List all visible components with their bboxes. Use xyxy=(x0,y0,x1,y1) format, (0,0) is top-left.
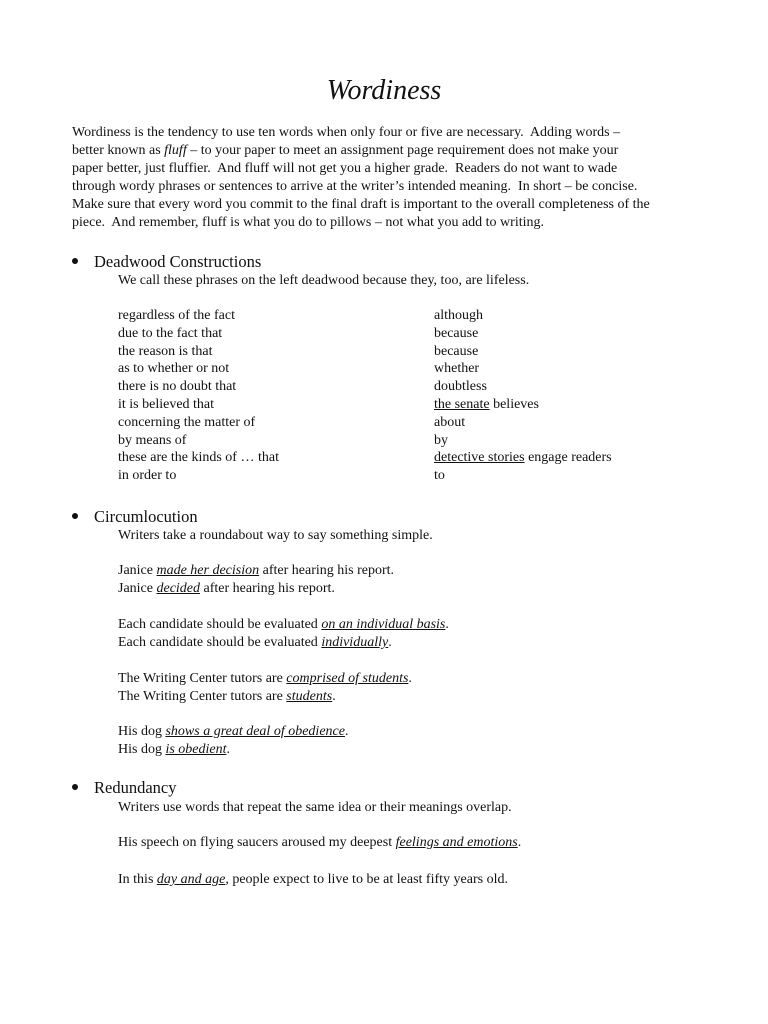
example-sentence xyxy=(118,723,348,741)
example-highlight: day and age xyxy=(156,872,226,887)
section-description: We call these phrases on the left deadwood because they, too, are lifeless. xyxy=(118,273,530,288)
intro-line xyxy=(72,196,702,214)
section-heading-text: Deadwood Constructions xyxy=(94,252,262,271)
table-row xyxy=(118,432,678,450)
example-highlight: comprised of students xyxy=(286,671,409,686)
example-highlight: on an individual basis xyxy=(321,617,446,632)
wordy-phrase: it is believed that xyxy=(118,396,215,412)
table-row xyxy=(118,467,678,485)
intro-emphasis: fluff xyxy=(164,143,187,158)
concise-replacement: although xyxy=(434,308,483,323)
example-text: . xyxy=(332,689,336,704)
concise-rest: believes xyxy=(489,396,539,412)
wordy-phrase: due to the fact that xyxy=(118,325,223,341)
section-heading-redundancy xyxy=(72,778,176,798)
example-text: Each candidate should be evaluated xyxy=(118,635,322,650)
concise-replacement: doubtless xyxy=(434,379,487,395)
intro-text: piece. And remember, fluff is what you do to pillows – not what you add to writing. xyxy=(72,215,544,230)
page-title: Wordiness xyxy=(326,75,442,106)
intro-text: Make sure that every word you commit to the final draft is important to the overall completeness of the xyxy=(72,197,650,212)
intro-line xyxy=(72,214,702,232)
example-text: after hearing his report. xyxy=(200,581,335,596)
wordy-phrase: as to whether or not xyxy=(118,361,230,377)
example-text: , people expect to live to be at least fifty years old. xyxy=(225,872,508,887)
wordy-phrase: concerning the matter of xyxy=(118,414,256,430)
concise-rest: engage readers xyxy=(524,450,612,466)
example-text: . xyxy=(517,835,522,850)
example-sentence xyxy=(118,634,392,652)
example-highlight: students xyxy=(286,689,333,704)
example-text: after hearing his report. xyxy=(259,563,395,578)
wordy-phrase: regardless of the fact xyxy=(118,308,235,323)
intro-paragraph xyxy=(72,124,702,232)
concise-replacement: about xyxy=(434,414,466,430)
table-row xyxy=(118,343,678,361)
example-text: His dog xyxy=(118,724,166,739)
concise-underlined: the senate xyxy=(434,396,490,412)
wordy-phrase: the reason is that xyxy=(118,343,213,359)
concise-replacement: by xyxy=(434,432,448,448)
concise-replacement: because xyxy=(434,325,479,341)
example-sentence xyxy=(118,580,335,598)
example-text: The Writing Center tutors are xyxy=(118,671,287,686)
concise-underlined: detective stories xyxy=(434,450,525,466)
example-text: . xyxy=(226,742,230,757)
example-highlight: made her decision xyxy=(156,563,260,578)
example-highlight: decided xyxy=(156,581,201,596)
concise-replacement: whether xyxy=(434,361,480,377)
intro-text: – to your paper to meet an assignment page requirement does not make your xyxy=(186,143,619,158)
intro-line xyxy=(72,124,702,142)
bullet-icon xyxy=(72,513,78,519)
section-heading-circumlocution xyxy=(72,507,198,527)
example-sentence xyxy=(118,670,412,688)
table-row xyxy=(118,325,678,343)
example-sentence xyxy=(118,871,508,889)
deadwood-table xyxy=(118,307,678,485)
intro-text: better known as xyxy=(72,143,165,158)
table-row xyxy=(118,414,678,432)
example-highlight: shows a great deal of obedience xyxy=(165,724,345,739)
wordy-phrase: there is no doubt that xyxy=(118,379,237,395)
section-description: Writers take a roundabout way to say something simple. xyxy=(118,528,433,543)
example-text: Each candidate should be evaluated xyxy=(118,617,322,632)
intro-text: paper better, just fluffier. And fluff will not get you a higher grade. Readers do not want to wade xyxy=(72,161,618,176)
intro-text: Wordiness is the tendency to use ten words when only four or five are necessary. Adding words – xyxy=(72,125,621,140)
intro-line xyxy=(72,160,702,178)
example-text: . xyxy=(408,671,412,686)
section-heading-deadwood xyxy=(72,252,261,272)
example-text: Janice xyxy=(118,581,157,596)
intro-line xyxy=(72,178,702,196)
example-highlight: is obedient xyxy=(165,742,227,757)
example-sentence xyxy=(118,741,230,759)
table-row xyxy=(118,307,678,325)
example-text: Janice xyxy=(118,563,157,578)
example-text: In this xyxy=(118,872,157,887)
bullet-icon xyxy=(72,784,78,790)
example-text: The Writing Center tutors are xyxy=(118,689,287,704)
wordy-phrase: these are the kinds of … that xyxy=(118,450,279,466)
concise-replacement: because xyxy=(434,343,479,359)
wordy-phrase: in order to xyxy=(118,468,177,484)
example-sentence xyxy=(118,834,521,852)
wordy-phrase: by means of xyxy=(118,432,187,448)
bullet-icon xyxy=(72,258,78,264)
example-text: His speech on flying saucers aroused my deepest xyxy=(118,835,396,850)
example-text: . xyxy=(388,635,392,650)
example-text: His dog xyxy=(118,742,166,757)
table-row xyxy=(118,396,678,414)
intro-line xyxy=(72,142,702,160)
example-text: . xyxy=(445,617,449,632)
example-sentence xyxy=(118,562,394,580)
concise-replacement xyxy=(434,449,678,467)
section-heading-text: Circumlocution xyxy=(94,507,198,526)
example-sentence xyxy=(118,616,449,634)
section-description: Writers use words that repeat the same idea or their meanings overlap. xyxy=(118,800,512,815)
section-heading-text: Redundancy xyxy=(94,778,177,797)
example-text: . xyxy=(344,724,349,739)
table-row xyxy=(118,378,678,396)
table-row xyxy=(118,360,678,378)
table-row xyxy=(118,449,678,467)
example-highlight: feelings and emotions xyxy=(395,835,518,850)
concise-replacement xyxy=(434,396,678,414)
example-highlight: individually xyxy=(321,635,389,650)
concise-replacement: to xyxy=(434,468,445,484)
example-sentence xyxy=(118,688,336,706)
intro-text: through wordy phrases or sentences to arrive at the writer’s intended meaning. In short – be concise. xyxy=(72,179,638,194)
